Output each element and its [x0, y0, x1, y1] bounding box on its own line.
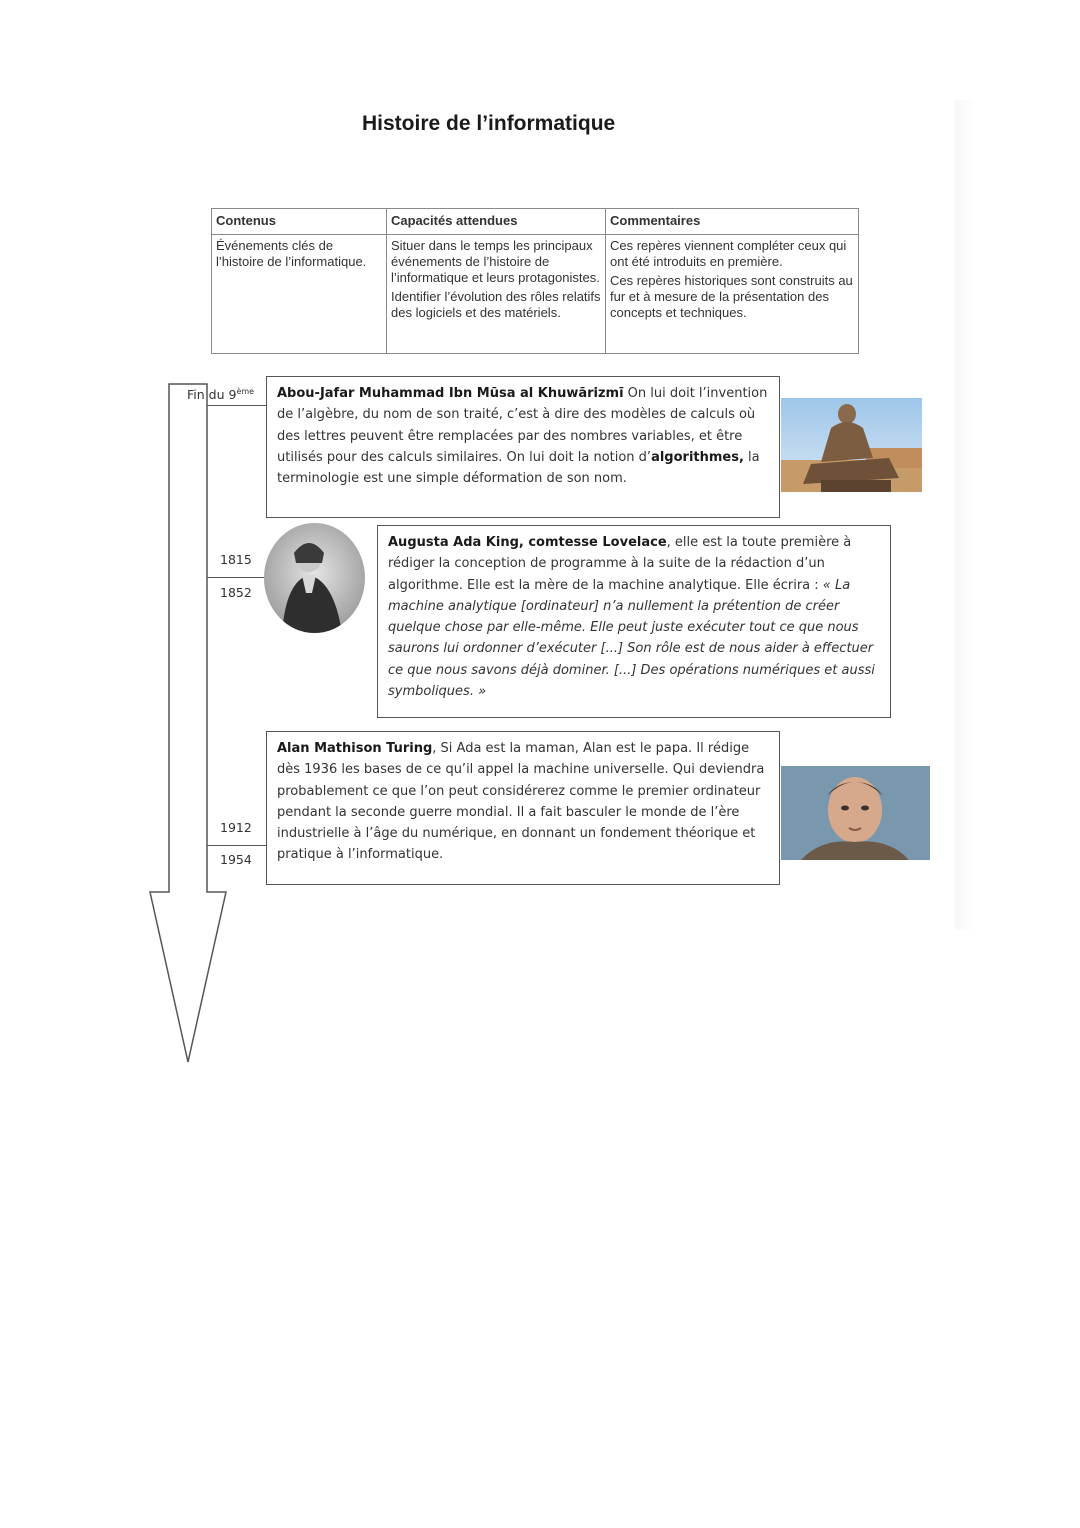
khwarizmi-name: Abou-Jafar Muhammad Ibn Mūsa al Khuwārizmī — [277, 386, 624, 401]
page-title: Histoire de l’informatique — [362, 112, 616, 135]
table-header-contenus: Contenus — [212, 209, 387, 235]
khwarizmi-text-end: la terminologie est une simple déformation de son nom. — [277, 449, 760, 487]
year-lovelace-end: 1852 — [220, 585, 252, 600]
cell-text: Situer dans le temps les principaux événements de l’histoire de l’informatique et leurs protagonistes. — [391, 238, 600, 285]
khwarizmi-text: On lui doit l’invention de l’algèbre, du nom de son traité, c’est à dire des modèles de calculs où des lettres peuvent être remplacées par des nombres variables, et être utilisés pour des calculs similaires. On lui doit la notion d’ — [277, 386, 768, 465]
table-header-commentaires: Commentaires — [606, 209, 859, 235]
lovelace-portrait — [264, 523, 365, 633]
year-turing-start: 1912 — [220, 820, 252, 835]
table-header-capacites: Capacités attendues — [387, 209, 606, 235]
cell-text: Ces repères historiques sont construits au fur et à mesure de la présentation des concepts et techniques. — [610, 273, 853, 320]
cell-text: Identifier l’évolution des rôles relatifs des logiciels et des matériels. — [391, 289, 601, 320]
lovelace-name: Augusta Ada King, comtesse Lovelace — [388, 535, 667, 550]
year-lovelace-start: 1815 — [220, 552, 252, 567]
cell-text: Événements clés de l’histoire de l’informatique. — [216, 238, 367, 269]
khwarizmi-box — [266, 376, 780, 518]
lovelace-text: , elle est la toute première à rédiger la conception de programme à la suite de la rédaction d’un algorithme. Elle est la mère de la machine analytique. Elle écrira : — [388, 535, 852, 593]
turing-portrait — [781, 766, 930, 860]
timeline-tick — [207, 845, 266, 846]
turing-box — [266, 731, 780, 885]
lovelace-box — [377, 525, 891, 718]
timeline-tick — [207, 577, 265, 578]
date-khwarizmi: Fin du 9ème — [187, 387, 255, 403]
arrow-shape — [150, 384, 226, 1062]
year-turing-end: 1954 — [220, 852, 252, 867]
turing-text: , Si Ada est la maman, Alan est le papa. Il rédige dès 1936 les bases de ce qu’il appel la machine universelle. Qui deviendra probablement ce que l’on peut considérerez comme le premier ordinateur pendant la seconde guerre mondial. Il a fait basculer le monde de l’ère industrielle à l’âge du numérique, en donnant un fondement théorique et pratique à l’informatique. — [277, 741, 765, 863]
khwarizmi-statue-image — [781, 398, 922, 492]
cell-text: Ces repères viennent compléter ceux qui ont été introduits en première. — [610, 238, 847, 269]
khwarizmi-keyword: algorithmes, — [651, 449, 744, 465]
lovelace-quote: « La machine analytique [ordinateur] n’a nullement la prétention de créer quelque chose par elle-même. Elle peut juste exécuter tout ce que nous saurons lui ordonner d’exécuter [...] Son rôle est de nous aider à effectuer ce que nous savons déjà dominer. [...] Des opérations numériques et aussi symboliques. » — [388, 577, 875, 700]
turing-name: Alan Mathison Turing — [277, 741, 433, 756]
timeline-tick — [207, 405, 266, 406]
